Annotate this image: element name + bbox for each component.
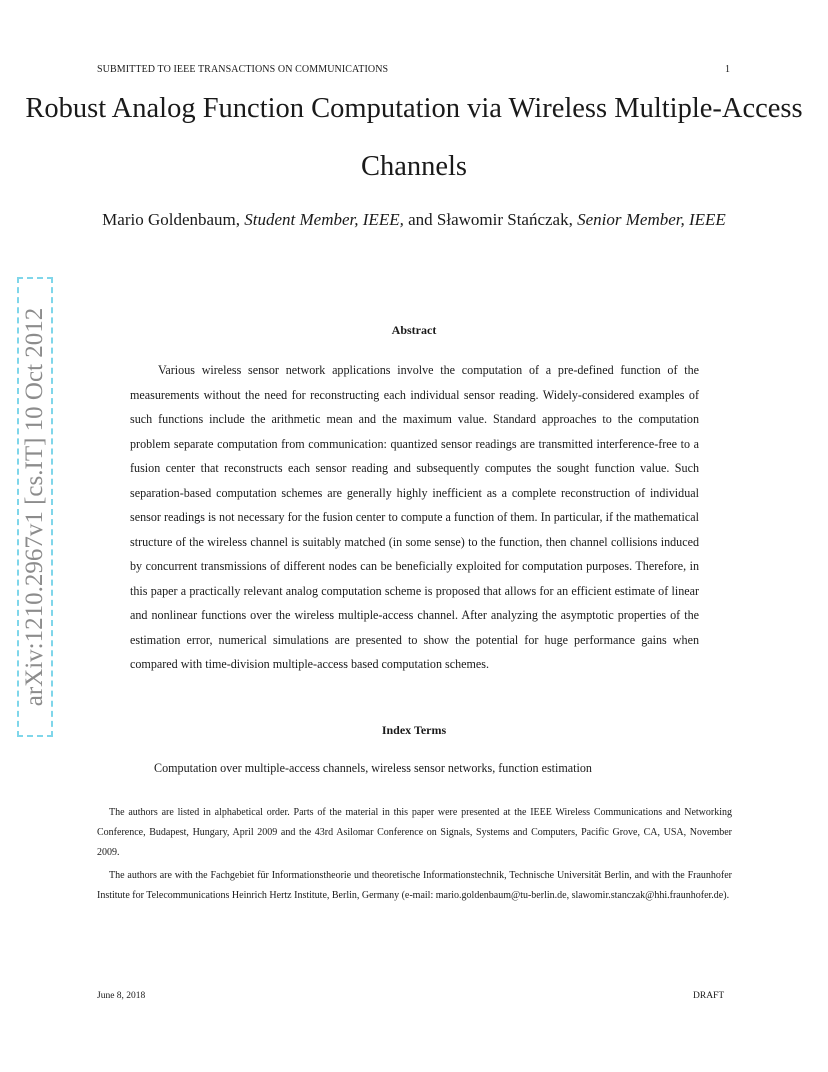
abstract-heading: Abstract xyxy=(391,323,437,337)
author-line xyxy=(0,202,828,238)
footnote-1: The authors are listed in alphabetical order. Parts of the material in this paper were presented at the IEEE Wireless Communications and Networking Conference, Budapest, Hungary, April 2009 and the 43rd Asilomar Conference on Signals, Systems and Computers, Pacific Grove, CA, USA, November 2009. xyxy=(97,807,732,858)
author-1-role: Student Member, IEEE, xyxy=(244,210,404,229)
index-terms-body: Computation over multiple-access channels, wireless sensor networks, function estimation xyxy=(154,761,592,775)
arxiv-stamp xyxy=(17,277,53,737)
index-terms-heading: Index Terms xyxy=(381,723,447,737)
author-1-name: Mario Goldenbaum, xyxy=(102,210,241,229)
author-2-role: Senior Member, IEEE xyxy=(577,210,726,229)
arxiv-stamp-text: arXiv:1210.2967v1 [cs.IT] 10 Oct 2012 xyxy=(21,307,48,707)
footer-status: DRAFT xyxy=(693,991,725,1001)
page-number: 1 xyxy=(725,64,730,75)
author-2-name: and Sławomir Stańczak, xyxy=(408,210,573,229)
footnote-2: The authors are with the Fachgebiet für Informationstheorie und theoretische Informationstechnik, Technische Universität Berlin, and with the Fraunhofer Institute for Telecommunications Heinrich Hertz Institute, Berlin, Germany (e-mail: mario.goldenbaum@tu-berlin.de, slawomir.stanczak@hhi.fraunhofer.de). xyxy=(97,870,732,901)
footer-date: June 8, 2018 xyxy=(97,991,146,1001)
running-header: SUBMITTED TO IEEE TRANSACTIONS ON COMMUNICATIONS xyxy=(97,64,389,75)
abstract-body: Various wireless sensor network applications involve the computation of a pre-defined function of the measurements without the need for reconstructing each individual sensor reading. Widely-considered examples of such functions include the arithmetic mean and the maximum value. Standard approaches to the computation problem separate computation from communication: quantized sensor readings are transmitted interference-free to a fusion center that reconstructs each sensor reading and subsequently computes the sought function value. Such separation-based computation schemes are generally highly inefficient as a complete reconstruction of individual sensor readings is not necessary for the fusion center to compute a function of them. In particular, if the mathematical structure of the wireless channel is suitably matched (in some sense) to the function, then channel collisions induced by concurrent transmissions of different nodes can be beneficially exploited for computation purposes. Therefore, in this paper a practically relevant analog computation scheme is proposed that allows for an efficient estimate of linear and nonlinear functions over the wireless multiple-access channel. After analyzing the asymptotic properties of the estimation error, numerical simulations are presented to show the potential for huge performance gains when compared with time-division multiple-access based computation schemes. xyxy=(130,363,699,671)
paper-title: Robust Analog Function Computation via Wireless Multiple-Access Channels xyxy=(25,93,803,182)
